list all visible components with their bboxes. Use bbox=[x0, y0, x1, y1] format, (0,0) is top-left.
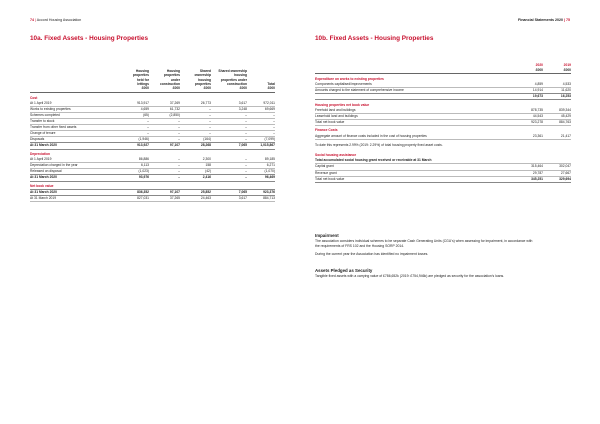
subheading-row: Total accumulated social housing grant received or receivable at 31 March bbox=[315, 158, 571, 164]
table-row: At 31 March 2019 827,031 37,265 24,463 3,617 884,713 bbox=[30, 196, 275, 201]
column-header: Shared ownership housing properties bbox=[194, 69, 211, 86]
impairment-paragraph: During the current year the Association has identified no impairment losses. bbox=[315, 252, 429, 257]
units-row: £000 £000 £000 £000 £000 bbox=[30, 86, 275, 93]
table-row: Transfer to stock – – – – – bbox=[30, 119, 275, 124]
table-row: Change of tenure – – – – – bbox=[30, 131, 275, 136]
impairment-heading: Impairment bbox=[315, 233, 339, 238]
report-title: Financial Statements 2020 bbox=[518, 18, 563, 22]
left-page-number: 74 bbox=[30, 18, 34, 22]
impairment-paragraph: The association considers individual schemes to be separate Cash Generating Units (CGU’s) when assessing for impairment, in accordance with the requirements of FRS 102 and the Housing SORP 2014. bbox=[315, 239, 533, 249]
section-heading-row: Depreciation bbox=[30, 152, 50, 157]
section-title-10a: 10a. Fixed Assets - Housing Properties bbox=[30, 35, 149, 42]
organisation-name: Accord Housing Association bbox=[36, 18, 82, 22]
table-row: Components capitalised/improvements 4,859 4,533 bbox=[315, 81, 571, 86]
table-row: At 31 March 2020 836,352 97,107 25,852 7,065 923,376 bbox=[30, 190, 275, 195]
column-header: Housing properties held for lettings bbox=[132, 69, 149, 86]
section-heading-row: Social housing assistance bbox=[315, 153, 357, 158]
section-heading-row: Net book value bbox=[30, 184, 54, 188]
section-title-10b: 10b. Fixed Assets - Housing Properties bbox=[315, 35, 434, 42]
column-header-row bbox=[30, 69, 275, 86]
table-row: Freehold land and buildings 878,735 839,344 bbox=[315, 107, 571, 112]
year-header-row: 2020 2019 bbox=[535, 63, 571, 67]
table-row: At 1 April 2019 86,886 – 2,300 – 89,185 bbox=[30, 157, 275, 162]
table-row: Disposals (1,946) – (164) – (7,099) bbox=[30, 137, 275, 142]
housing-properties-table bbox=[315, 63, 571, 183]
table-row: At 1 April 2019 913,917 37,269 26,773 3,617 972,011 bbox=[30, 100, 275, 105]
table-row: Aggregate amount of finance costs included in the cost of housing properties 23,361 21,417 bbox=[315, 133, 571, 138]
pledged-heading: Assets Pledged as Security bbox=[315, 268, 373, 273]
header-separator: | bbox=[35, 18, 36, 22]
units-row: £000 £000 bbox=[315, 68, 571, 74]
table-row: Released on disposal (1,023) – (42) – (1,070) bbox=[30, 169, 275, 174]
table-row: Total net book value 923,278 884,763 bbox=[315, 119, 571, 124]
total-row: Total net book value 345,251 329,694 bbox=[315, 176, 571, 181]
table-row: Depreciation charged in the year 6,113 – 158 – 6,271 bbox=[30, 163, 275, 168]
left-page-header bbox=[30, 18, 81, 22]
total-row: At 31 March 2020 913,927 97,107 28,268 7,065 1,015,867 bbox=[30, 143, 275, 148]
pledged-section bbox=[315, 268, 535, 282]
table-row: Capital grant 315,464 302,047 bbox=[315, 164, 571, 169]
total-row: At 31 March 2020 93,976 – 2,416 – 96,469 bbox=[30, 175, 275, 180]
table-row: Leasehold land and buildings 44,543 45,429 bbox=[315, 113, 571, 118]
pledged-paragraph: Tangible fixed assets with a carrying value of £786,652k (2019: £754,946k) are pledged as security for the association’s loans. bbox=[315, 274, 505, 278]
table-row: Works to existing properties 4,659 61,732 – 3,248 69,669 bbox=[30, 106, 275, 111]
right-page-header bbox=[518, 18, 570, 22]
section-heading-row: Cost bbox=[30, 95, 38, 100]
total-row: 19,673 16,253 bbox=[315, 93, 571, 99]
section-heading-row: Finance Costs bbox=[315, 128, 338, 133]
table-row: Revenue grant 29,787 27,667 bbox=[315, 170, 571, 175]
table-row: Schemes completed (65) (2,850) – – – bbox=[30, 112, 275, 117]
table-row: Amounts charged to the statement of comprehensive income 14,914 11,620 bbox=[315, 87, 571, 92]
column-header: Total bbox=[267, 81, 275, 86]
column-header: Shared ownership housing properties under construction bbox=[218, 69, 247, 86]
right-page-number: 75 bbox=[566, 18, 570, 22]
column-header: Housing properties under construction bbox=[160, 69, 180, 86]
table-row: Transfer from other fixed assets – – – – – bbox=[30, 125, 275, 130]
header-separator: | bbox=[563, 18, 565, 22]
fixed-assets-table bbox=[30, 69, 275, 202]
section-heading-row: Housing properties net book value bbox=[315, 102, 370, 107]
finance-note-row: To date this represents 2.99% (2019: 2.29%) of total housing property fixed asset costs. bbox=[315, 142, 443, 147]
impairment-section bbox=[315, 233, 535, 261]
section-heading-row: Expenditure on works to existing properties bbox=[315, 76, 384, 81]
